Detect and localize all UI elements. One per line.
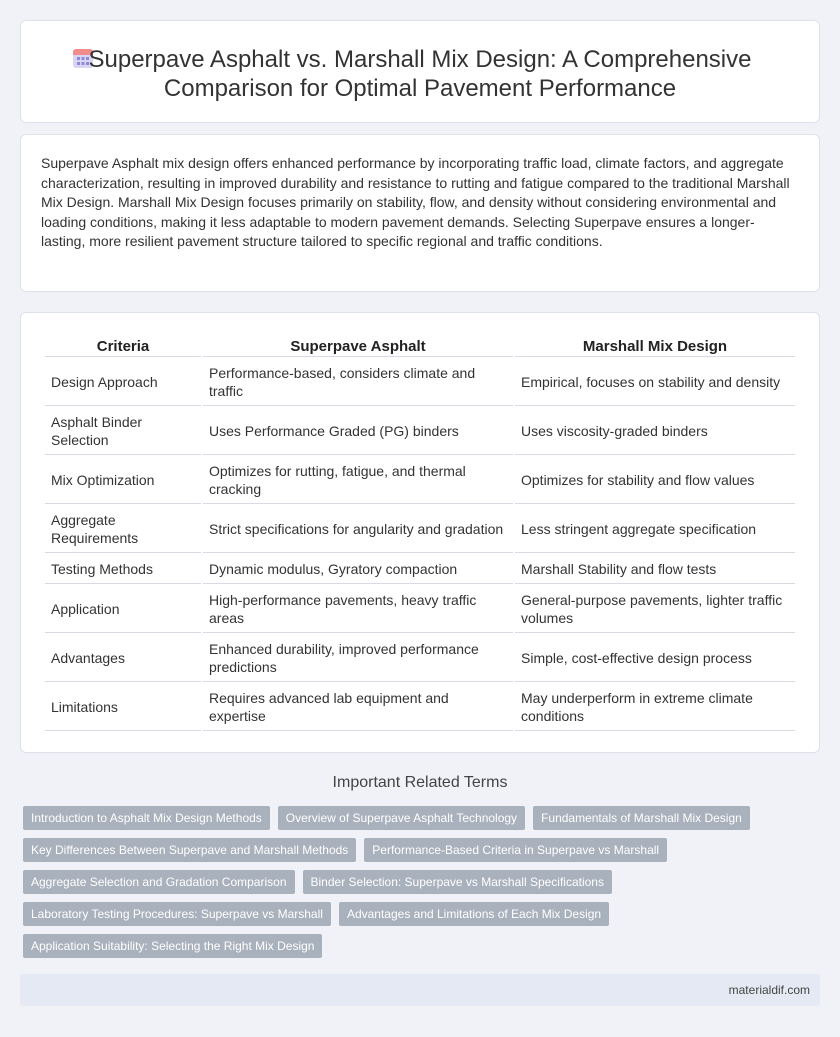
related-term-tag[interactable]: Performance-Based Criteria in Superpave vs Marshall [364, 838, 667, 862]
related-term-tag[interactable]: Advantages and Limitations of Each Mix Design [339, 902, 609, 926]
table-row [45, 555, 795, 584]
row-superpave: Performance-based, considers climate and traffic [203, 359, 513, 406]
table-row [45, 506, 795, 553]
summary-text: Superpave Asphalt mix design offers enhanced performance by incorporating traffic load, climate factors, and aggregate characterization, resulting in improved durability and resistance to rutting and fatigue compared to the traditional Marshall Mix Design. Marshall Mix Design focuses primarily on stability, flow, and density without considering environmental and loading conditions, making it less adaptable to modern pavement demands. Selecting Superpave ensures a longer-lasting, more resilient pavement structure tailored to specific regional and traffic conditions. [41, 155, 790, 249]
row-marshall: May underperform in extreme climate conditions [515, 684, 795, 731]
related-term-tag[interactable]: Introduction to Asphalt Mix Design Methods [23, 806, 270, 830]
related-term-tag[interactable]: Overview of Superpave Asphalt Technology [278, 806, 525, 830]
row-criteria: Design Approach [45, 359, 201, 406]
page-title-text: Superpave Asphalt vs. Marshall Mix Design: A Comprehensive Comparison for Optimal Pavement Performance [88, 46, 752, 102]
related-term-tag[interactable]: Fundamentals of Marshall Mix Design [533, 806, 750, 830]
row-marshall: Uses viscosity-graded binders [515, 408, 795, 455]
related-terms-list [23, 806, 823, 966]
related-term-tag[interactable]: Key Differences Between Superpave and Marshall Methods [23, 838, 356, 862]
related-term-tag[interactable]: Application Suitability: Selecting the Right Mix Design [23, 934, 322, 958]
row-criteria: Advantages [45, 635, 201, 682]
related-terms-heading: Important Related Terms [332, 774, 508, 791]
header-superpave: Superpave Asphalt [203, 335, 513, 357]
footer [20, 974, 820, 1006]
row-superpave: Optimizes for rutting, fatigue, and thermal cracking [203, 457, 513, 504]
table-row [45, 586, 795, 633]
table-row [45, 457, 795, 504]
related-term-tag[interactable]: Binder Selection: Superpave vs Marshall Specifications [303, 870, 612, 894]
row-superpave: Requires advanced lab equipment and expertise [203, 684, 513, 731]
row-marshall: Less stringent aggregate specification [515, 506, 795, 553]
row-marshall: Optimizes for stability and flow values [515, 457, 795, 504]
table-header-row [45, 335, 795, 357]
header-marshall: Marshall Mix Design [515, 335, 795, 357]
row-criteria: Asphalt Binder Selection [45, 408, 201, 455]
row-superpave: High-performance pavements, heavy traffic areas [203, 586, 513, 633]
row-criteria: Aggregate Requirements [45, 506, 201, 553]
page-title [21, 45, 819, 103]
row-superpave: Strict specifications for angularity and gradation [203, 506, 513, 553]
row-criteria: Testing Methods [45, 555, 201, 584]
row-marshall: Empirical, focuses on stability and density [515, 359, 795, 406]
title-card [20, 20, 820, 123]
row-criteria: Mix Optimization [45, 457, 201, 504]
row-marshall: Marshall Stability and flow tests [515, 555, 795, 584]
row-marshall: Simple, cost-effective design process [515, 635, 795, 682]
header-criteria: Criteria [45, 335, 201, 357]
table-row [45, 359, 795, 406]
related-term-tag[interactable]: Aggregate Selection and Gradation Comparison [23, 870, 295, 894]
footer-site-link[interactable]: materialdif.com [728, 983, 810, 997]
table-row [45, 684, 795, 731]
row-marshall: General-purpose pavements, lighter traffic volumes [515, 586, 795, 633]
row-superpave: Dynamic modulus, Gyratory compaction [203, 555, 513, 584]
summary-card [20, 134, 820, 292]
comparison-table-card [20, 312, 820, 753]
row-superpave: Enhanced durability, improved performance predictions [203, 635, 513, 682]
comparison-table [43, 333, 797, 733]
related-term-tag[interactable]: Laboratory Testing Procedures: Superpave vs Marshall [23, 902, 331, 926]
table-row [45, 408, 795, 455]
row-superpave: Uses Performance Graded (PG) binders [203, 408, 513, 455]
row-criteria: Application [45, 586, 201, 633]
row-criteria: Limitations [45, 684, 201, 731]
table-row [45, 635, 795, 682]
